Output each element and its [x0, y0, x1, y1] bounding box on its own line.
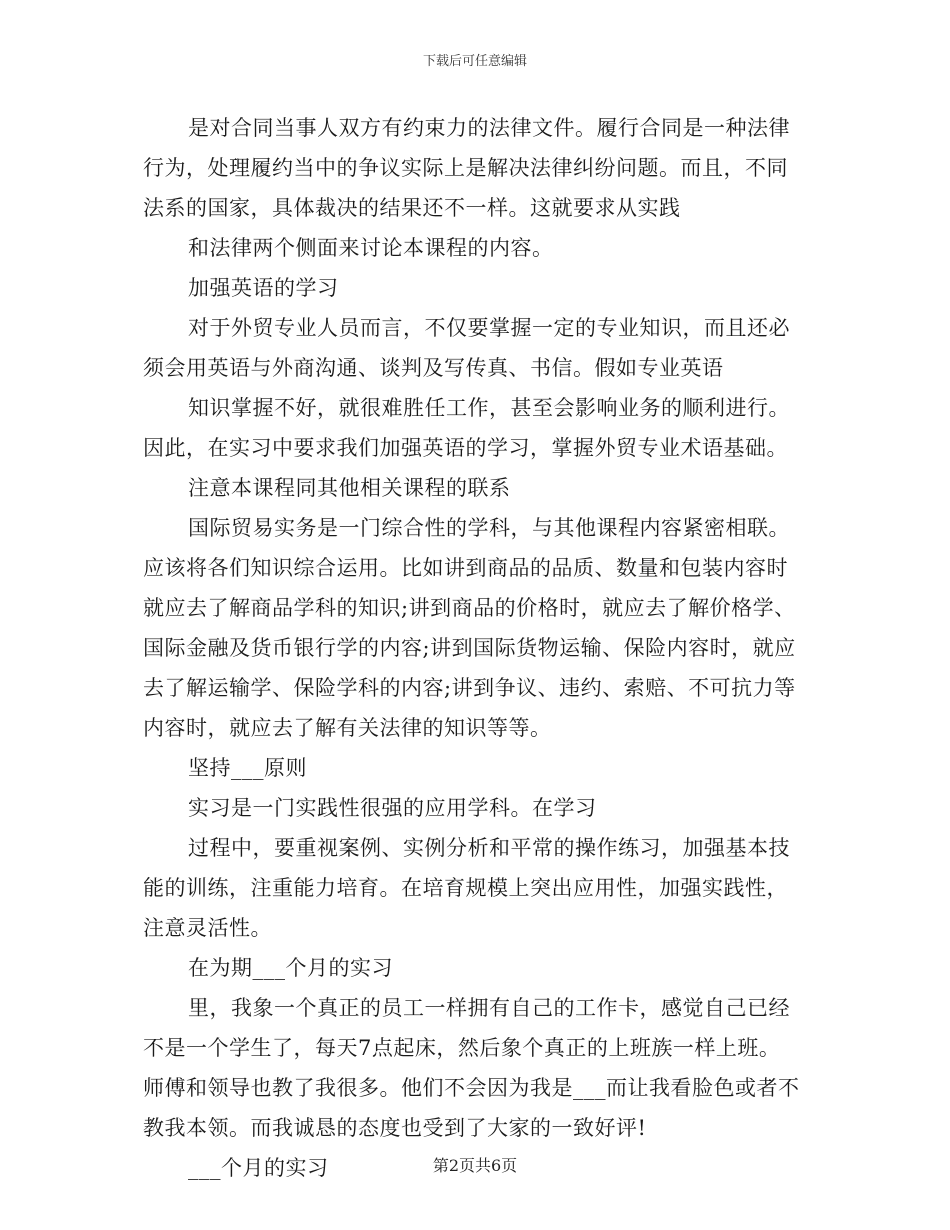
text-line: 师傅和领导也教了我很多。他们不会因为我是___而让我看脸色或者不 — [143, 1076, 800, 1100]
text-line: 因此，在实习中要求我们加强英语的学习，掌握外贸专业术语基础。 — [143, 436, 788, 460]
text-line: 知识掌握不好，就很难胜任工作，甚至会影响业务的顺利进行。 — [188, 396, 790, 420]
document-body — [143, 108, 811, 1188]
text-line: 教我本领。而我诚恳的态度也受到了大家的一致好评! — [143, 1116, 647, 1140]
text-line: 应该将各们知识综合运用。比如讲到商品的品质、数量和包装内容时 — [143, 556, 788, 580]
text-line: 去了解运输学、保险学科的内容;讲到争议、违约、索赔、不可抗力等 — [143, 676, 796, 700]
text-line: ___个月的实习 — [188, 1156, 329, 1180]
text-line: 能的训练，注重能力培育。在培育规模上突出应用性，加强实践性， — [143, 876, 788, 900]
text-line: 内容时，就应去了解有关法律的知识等等。 — [143, 716, 552, 740]
page-header-note: 下载后可任意编辑 — [422, 54, 527, 69]
text-line: 国际贸易实务是一门综合性的学科，与其他课程内容紧密相联。 — [188, 516, 790, 540]
text-line: 须会用英语与外商沟通、谈判及写传真、书信。假如专业英语 — [143, 356, 724, 380]
text-line: 注意灵活性。 — [143, 916, 272, 940]
text-line: 国际金融及货币银行学的内容;讲到国际货物运输、保险内容时，就应 — [143, 636, 796, 660]
text-line: 坚持___原则 — [188, 756, 307, 780]
text-line: 里，我象一个真正的员工一样拥有自己的工作卡，感觉自己已经 — [188, 996, 790, 1020]
text-line: 加强英语的学习 — [188, 276, 339, 300]
text-line: 实习是一门实践性很强的应用学科。在学习 — [188, 796, 597, 820]
text-line: 过程中，要重视案例、实例分析和平常的操作练习，加强基本技 — [188, 836, 790, 860]
text-line: 法系的国家，具体裁决的结果还不一样。这就要求从实践 — [143, 196, 681, 220]
text-line: 就应去了解商品学科的知识;讲到商品的价格时，就应去了解价格学、 — [143, 596, 796, 620]
text-line: 行为，处理履约当中的争议实际上是解决法律纠纷问题。而且，不同 — [143, 156, 788, 180]
text-line: 在为期___个月的实习 — [188, 956, 393, 980]
text-line: 不是一个学生了，每天7点起床，然后象个真正的上班族一样上班。 — [143, 1036, 781, 1060]
text-line: 对于外贸专业人员而言，不仅要掌握一定的专业知识，而且还必 — [188, 316, 790, 340]
text-line: 和法律两个侧面来讨论本课程的内容。 — [188, 236, 554, 260]
text-line: 注意本课程同其他相关课程的联系 — [188, 476, 511, 500]
page-number-footer: 第2页共6页 — [432, 1156, 518, 1175]
text-line: 是对合同当事人双方有约束力的法律文件。履行合同是一种法律 — [188, 116, 790, 140]
